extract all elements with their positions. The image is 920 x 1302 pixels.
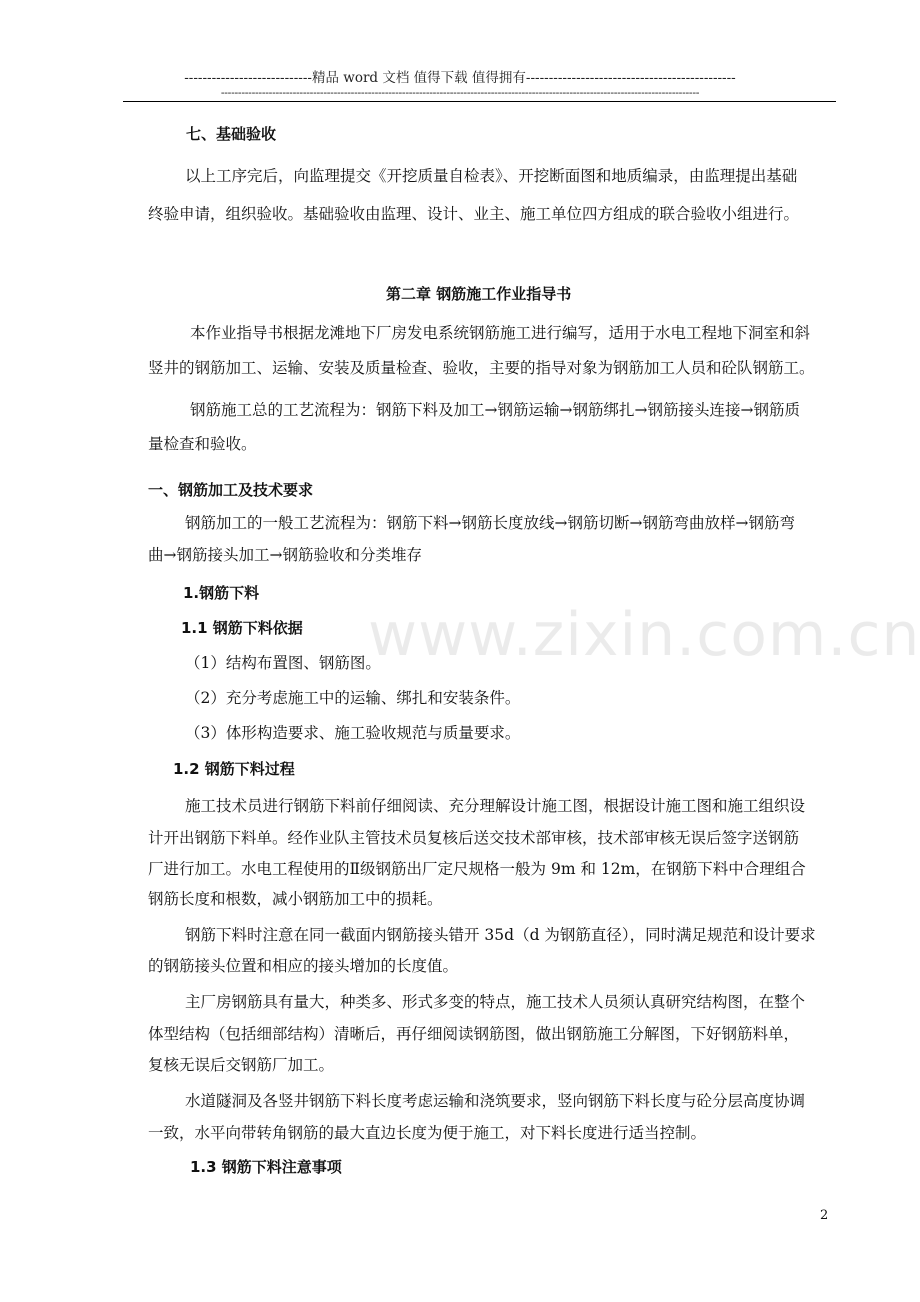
watermark: www.zixin.com.cn (368, 600, 920, 670)
paragraph-line: 钢筋加工的一般工艺流程为：钢筋下料→钢筋长度放线→钢筋切断→钢筋弯曲放样→钢筋弯 (185, 514, 795, 532)
paragraph-line: 以上工序完后，向监理提交《开挖质量自检表》、开挖断面图和地质编录，由监理提出基础 (185, 167, 798, 185)
paragraph-line: 本作业指导书根据龙滩地下厂房发电系统钢筋施工进行编写，适用于水电工程地下洞室和斜 (190, 324, 811, 342)
paragraph-line: 体型结构（包括细部结构）清晰后，再仔细阅读钢筋图，做出钢筋施工分解图，下好钢筋料单， (148, 1025, 800, 1043)
section-7-heading: 七、基础验收 (186, 125, 277, 143)
list-item: （2）充分考虑施工中的运输、绑扎和安装条件。 (185, 689, 521, 707)
paragraph-line: 复核无误后交钢筋厂加工。 (148, 1056, 335, 1074)
page-header-dashes: -------------------------------------------------------------------------------------------------------------------------------------------- (220, 86, 700, 99)
paragraph-line: 终验申请，组织验收。基础验收由监理、设计、业主、施工单位四方组成的联合验收小组进行。 (148, 205, 800, 223)
subheading-1-3: 1.3 钢筋下料注意事项 (190, 1158, 342, 1176)
paragraph-line: 厂进行加工。水电工程使用的Ⅱ级钢筋出厂定尺规格一般为 9m 和 12m，在钢筋下料中合理组合 (148, 860, 806, 878)
paragraph-line: 一致，水平向带转角钢筋的最大直边长度为便于施工，对下料长度进行适当控制。 (148, 1124, 707, 1142)
paragraph-line: 竖井的钢筋加工、运输、安装及质量检查、验收，主要的指导对象为钢筋加工人员和砼队钢筋工。 (148, 359, 815, 377)
paragraph-line: 量检查和验收。 (148, 435, 257, 453)
page-header-line: ----------------------------精品 word 文档 值得下载 值得拥有---------------------------------------------- (184, 70, 736, 86)
list-item: （3）体形构造要求、施工验收规范与质量要求。 (185, 724, 521, 742)
paragraph-line: 钢筋施工总的工艺流程为：钢筋下料及加工→钢筋运输→钢筋绑扎→钢筋接头连接→钢筋质 (190, 401, 800, 419)
paragraph-line: 钢筋长度和根数，减小钢筋加工中的损耗。 (148, 890, 443, 908)
paragraph-line: 曲→钢筋接头加工→钢筋验收和分类堆存 (148, 546, 422, 564)
chapter-title: 第二章 钢筋施工作业指导书 (386, 285, 572, 303)
paragraph-line: 施工技术员进行钢筋下料前仔细阅读、充分理解设计施工图，根据设计施工图和施工组织设 (185, 797, 806, 815)
subheading-1-1: 1.1 钢筋下料依据 (181, 619, 303, 637)
subheading-1-2: 1.2 钢筋下料过程 (173, 760, 295, 778)
paragraph-line: 的钢筋接头位置和相应的接头增加的长度值。 (148, 957, 459, 975)
paragraph-line: 主厂房钢筋具有量大，种类多、形式多变的特点，施工技术人员须认真研究结构图，在整个 (185, 993, 806, 1011)
section-1-heading: 一、钢筋加工及技术要求 (148, 481, 314, 499)
header-rule (123, 101, 836, 102)
page-number: 2 (820, 1208, 829, 1223)
subheading-1: 1.钢筋下料 (183, 584, 260, 602)
paragraph-line: 水道隧洞及各竖井钢筋下料长度考虑运输和浇筑要求，竖向钢筋下料长度与砼分层高度协调 (185, 1092, 806, 1110)
paragraph-line: 钢筋下料时注意在同一截面内钢筋接头错开 35d（d 为钢筋直径），同时满足规范和设计要求 (185, 926, 816, 944)
list-item: （1）结构布置图、钢筋图。 (185, 654, 381, 672)
paragraph-line: 计开出钢筋下料单。经作业队主管技术员复核后送交技术部审核，技术部审核无误后签字送钢筋 (148, 829, 800, 847)
